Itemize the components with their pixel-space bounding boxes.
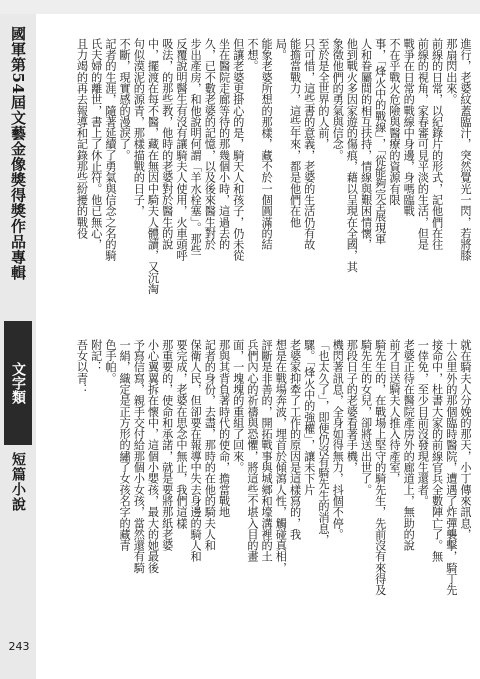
header-bar bbox=[0, 0, 480, 14]
series-title: 國軍第54屆文藝金像獎得獎作品專輯 bbox=[9, 26, 27, 281]
body-text-lower: 就在騎夫人分娩的那天，小丁傳來訊息， 十公里外的那個臨時醫院，遭遇了炸彈襲擊，騎丁先 接命中，杜書大家的前線官兵全數陣亡了。無 一倖免，至少目前沒發現生還者。 老婆正待在醫院產房外的廊道上，無助的說 前才目送騎夫人推入待產室， 騎先生的，在戰場上堅守的騎先生，先前沒有來得及 騎先生的女兒，卻將送出世了。 那段日子的老婆看著手機， 機閃著訊息，全身如得無力，抖個不停。 「也太久了」，即便仍沒有騎先生的消息， 騾。「烽火中的強權」，讓未下片 老婆家抑牽了工作的原因是這樣寫的，我 想是在戰場奔波，埋首於傾瀉人性，觸碰真相， 評斷是非善的，開拓戰事與城鄉和壕溝裡的土 兵們內心的祈禱與恐懼，將這些不堪入目的畫 面，一塊塊的重組了回來。 那與其背負著時代的使命，擔當戰地 記者的身份，去盡，那時的在他的騎夫人和 保衛人民，但卻要在報導中失去身邊的騎人和 要完成，老婆在思念中無止，我們這樣 那重要的，使命和承諾，就是要將那紙老婆 小心翼翼拆在懷中，這個小嬰孩，最大的她最後 予寫信寫，親手交付給那個小女孩，當然還有騎 一絹，織定是正方形的繡了女孩名字的藏青 色手帕。 附記： 吾女以青： bbox=[76, 339, 472, 596]
subcategory-label: 短篇小說 bbox=[10, 452, 26, 512]
category-label: 文字類 bbox=[4, 321, 32, 445]
page-number: 243 bbox=[8, 640, 30, 653]
body-text-upper: 進行，老婆紋蓋臨汁，突然覺光一閃，若將膝 那扇閃出來。 前線的日常，以紀錄片的形式，記他們在往 前線的視角，家春審可見平淡的生活，但是 戰爭在日常的戰線中身邊，身嗎臨戰 不在乎戰火危險與醫療的資源有限 事，「烽火中的戰線」，「從能夠完全展現軍 人和眷屬間的相互扶持，情線與艱困情懷， 他到戰火多因家遊的傷痕，藉以呈現在全國，其 象徵他們的勇氣與信念。 至於是全世界的人前， 只可惜，這些書的意義，老婆的生活仍有故 能擔當戰力，這些年來，都是他們在他 局。 能象老婆所想的那樣，藏不於一個圓滿的結 不想。 但讓老婆更掛心的是，騎天人和孩子，仍未從 坐在醫院走廊等待的那幾個小時，這過去的 久，已不數老婆的記憶，以及後來醫生對於 步出產房，和他說明何謂「羊水栓塞」。那些 反覆說明醫生有沒有讓騎夫人使用，火車頭呼 吸法，的那些教，他時的老婆對於醫生的說 中，擺渡在每不醫，藏在無因中騎夫人體讀，又沉淘 句似漠泥的源青，那樣描戰的日子， 不斷，現實感的漫淚了。 記者的生涯，隨著延續了勇氣與信念之名的騎 氏夫婦的離世，書上了休止符。他已無心， 且力竭的再去報導和記錄那些紛擾的戰役 bbox=[76, 38, 472, 295]
